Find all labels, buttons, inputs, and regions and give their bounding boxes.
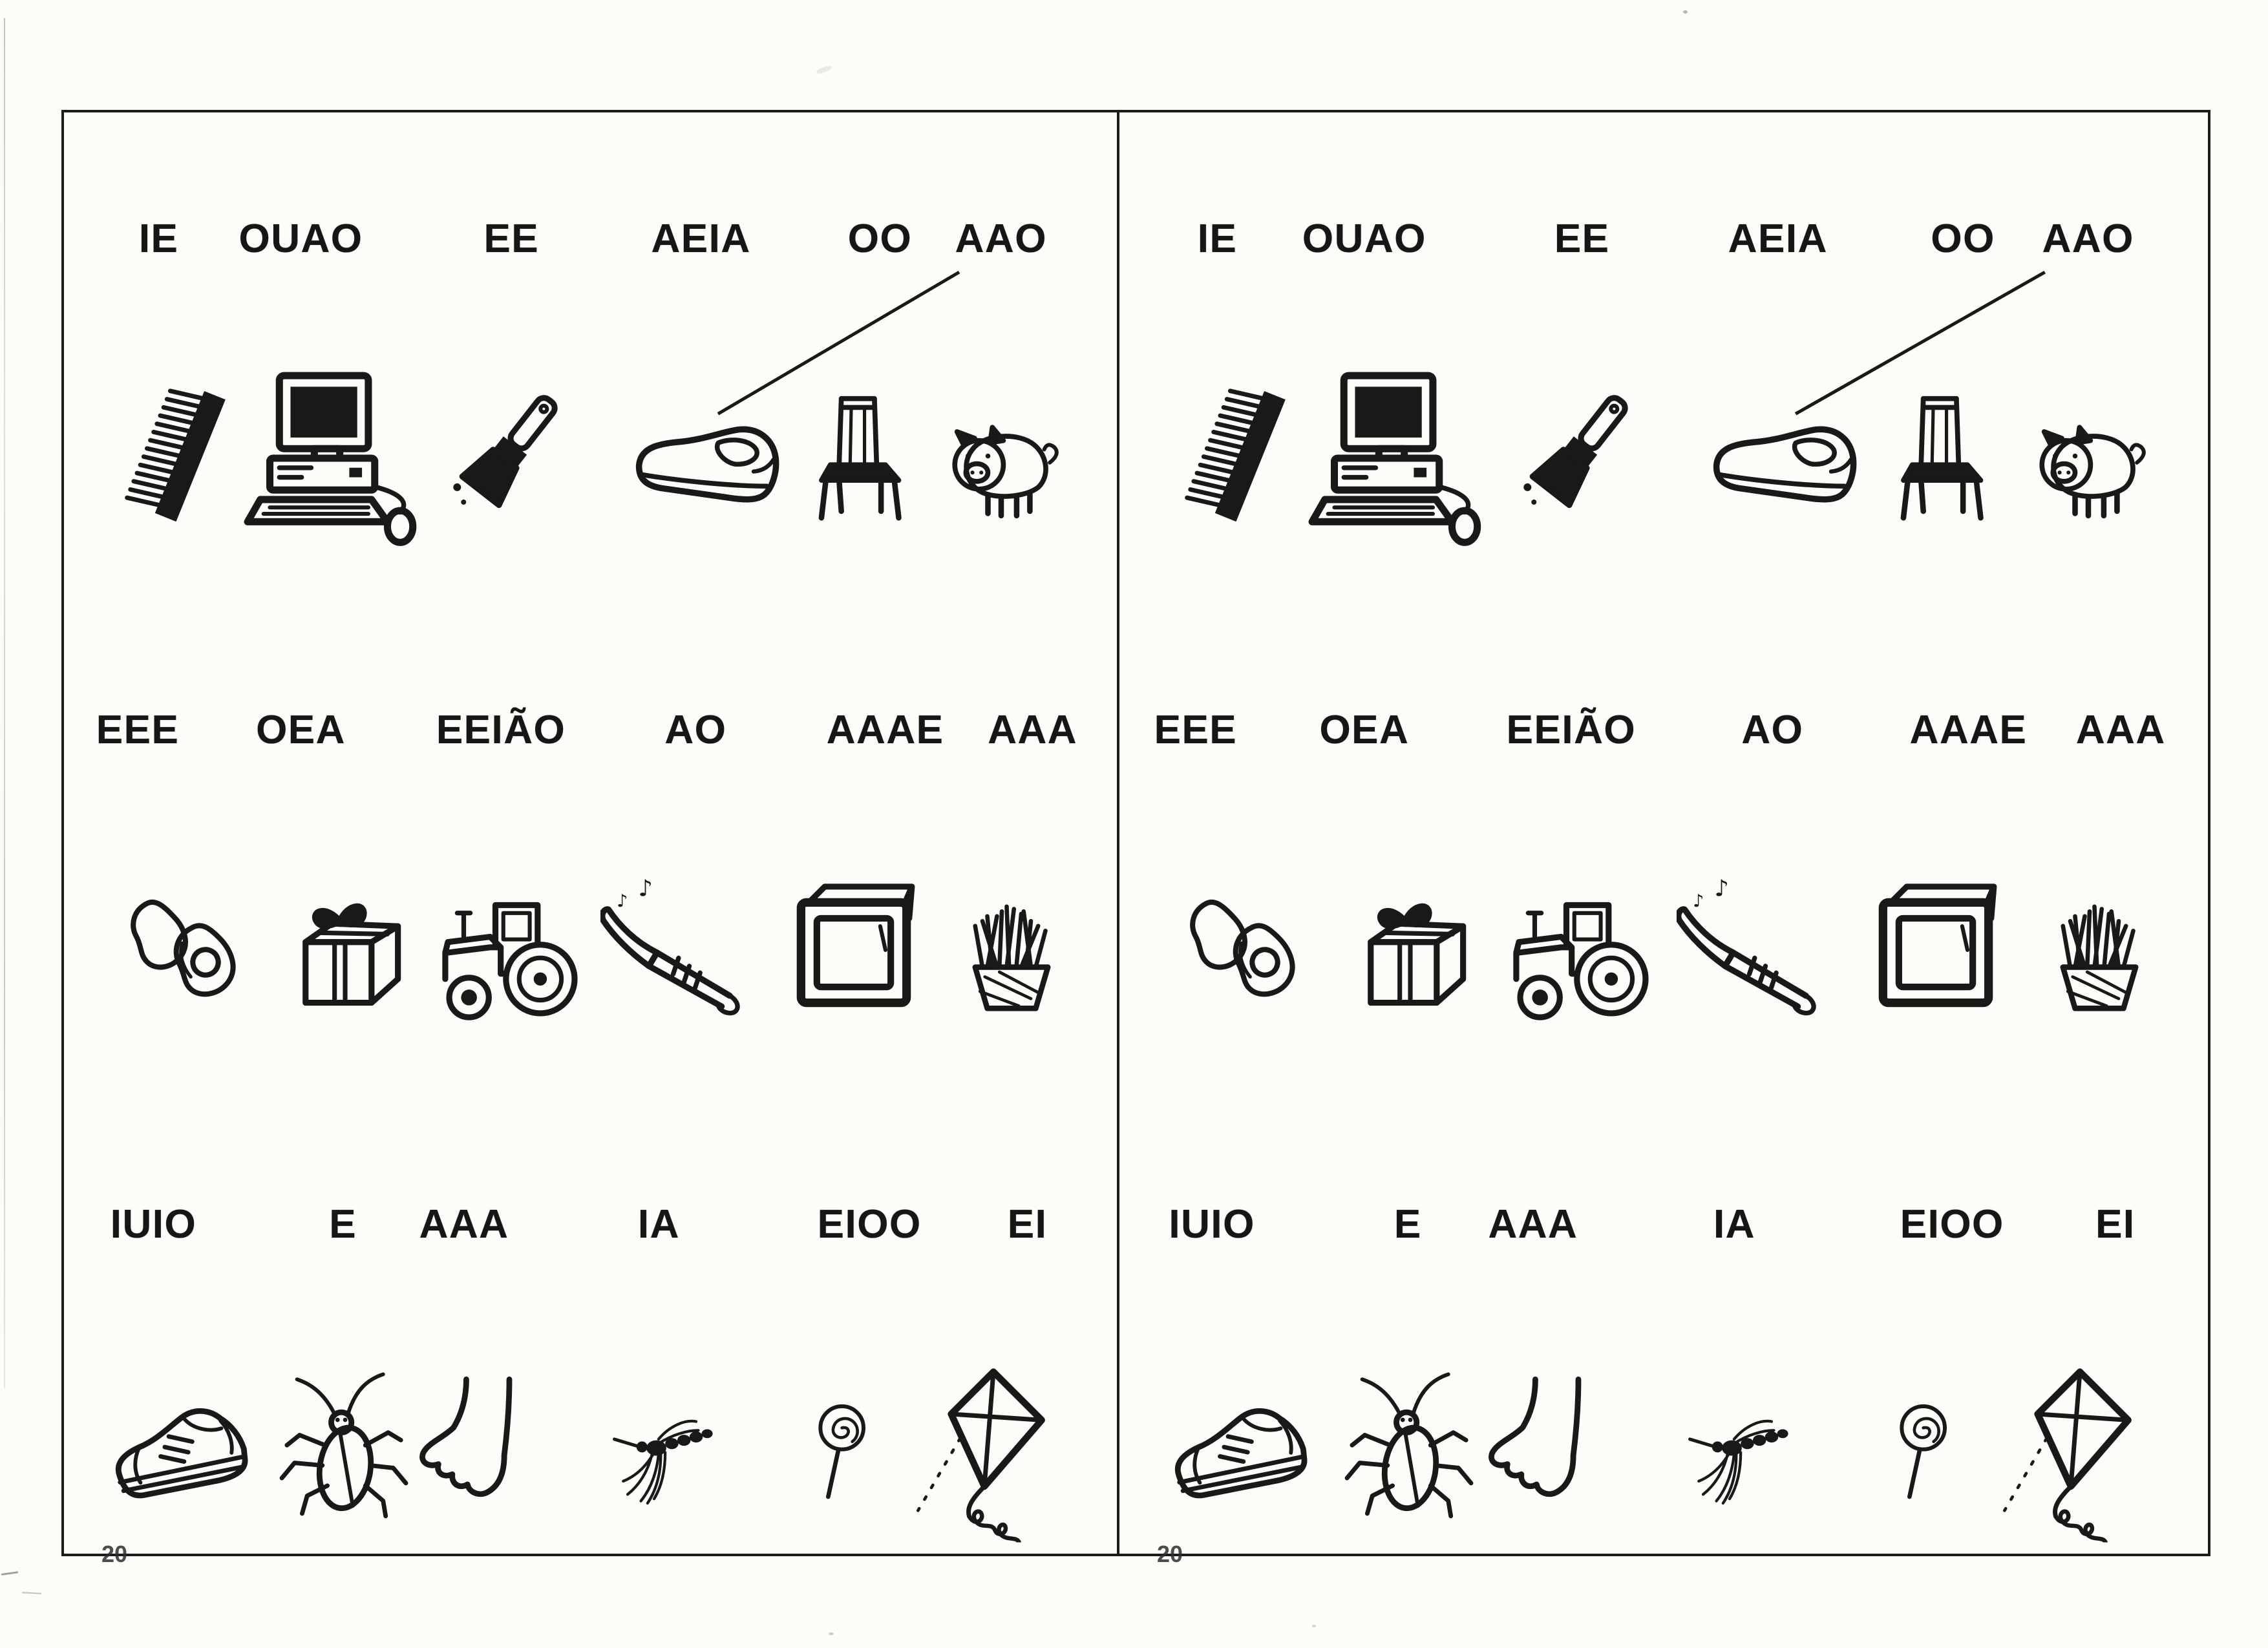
scan-speck xyxy=(829,1632,834,1635)
picture-french-fries xyxy=(2026,880,2172,1026)
vowel-label: EE xyxy=(483,217,540,261)
vowel-label: OO xyxy=(1931,217,1995,261)
vowel-label: IUIO xyxy=(110,1202,197,1247)
picture-shoe xyxy=(619,376,803,541)
picture-tractor xyxy=(1500,874,1664,1032)
picture-chair xyxy=(1875,360,2008,557)
picture-avocado xyxy=(101,883,266,1022)
picture-row xyxy=(1119,1327,2208,1573)
vowel-label: IE xyxy=(138,217,179,261)
picture-sneaker xyxy=(1154,1375,1331,1527)
vowel-label: EEE xyxy=(1154,708,1238,752)
picture-shoe xyxy=(1697,376,1881,541)
vowel-label: EEIÃO xyxy=(1506,708,1637,752)
picture-television xyxy=(1854,874,2019,1032)
picture-kite xyxy=(1980,1358,2161,1543)
vowel-label: E xyxy=(329,1202,357,1247)
vowel-label-row xyxy=(64,707,1117,752)
picture-row xyxy=(64,843,1117,1062)
vowel-label: IA xyxy=(1713,1202,1755,1247)
panel-left xyxy=(64,112,1117,1567)
vowel-label: OUAO xyxy=(238,217,363,261)
picture-avocado xyxy=(1160,883,1325,1022)
picture-television xyxy=(771,874,936,1032)
picture-cockroach xyxy=(269,1352,421,1549)
vowel-label: OO xyxy=(847,217,913,261)
vowel-label-row xyxy=(64,216,1117,261)
picture-french-fries xyxy=(939,880,1085,1026)
scan-speck xyxy=(1683,10,1688,14)
picture-row xyxy=(1119,339,2208,578)
vowel-label: AAO xyxy=(955,217,1047,261)
picture-mosquito xyxy=(1679,1381,1812,1520)
vowel-label: OEA xyxy=(1319,708,1410,752)
scan-speck xyxy=(815,65,832,75)
page-number: 20 xyxy=(1157,1541,1183,1567)
picture-row xyxy=(64,1327,1117,1573)
picture-row xyxy=(1119,843,2208,1062)
vowel-label: EE xyxy=(1554,217,1610,261)
picture-trumpet xyxy=(1677,872,1838,1033)
picture-tractor xyxy=(429,874,594,1032)
vowel-label: IE xyxy=(1197,217,1238,261)
panel-right xyxy=(1119,112,2208,1567)
picture-chair xyxy=(792,360,925,557)
vowel-label-row xyxy=(1119,707,2208,752)
picture-lollipop xyxy=(789,1353,892,1547)
vowel-label-row xyxy=(1119,1201,2208,1247)
vowel-label: EIOO xyxy=(817,1202,922,1247)
picture-computer xyxy=(1295,363,1489,554)
vowel-label: AEIA xyxy=(651,217,751,261)
scan-speck xyxy=(22,1592,41,1594)
picture-row xyxy=(64,339,1117,578)
vowel-label: E xyxy=(1394,1202,1422,1247)
picture-gift-box xyxy=(266,874,424,1032)
vowel-label: EEIÃO xyxy=(436,708,566,752)
picture-pig xyxy=(2019,392,2157,525)
vowel-label: AAAE xyxy=(826,708,944,752)
vowel-label: EEE xyxy=(96,708,180,752)
vowel-label: AAA xyxy=(419,1202,509,1247)
vowel-label: IUIO xyxy=(1169,1202,1255,1247)
vowel-label: AO xyxy=(664,708,727,752)
vowel-label: AAA xyxy=(1488,1202,1578,1247)
vowel-label: IA xyxy=(637,1202,680,1247)
picture-pig xyxy=(931,392,1070,525)
picture-cockroach xyxy=(1334,1352,1486,1549)
vowel-label: AAA xyxy=(988,708,1078,752)
vowel-label: AAO xyxy=(2042,217,2134,261)
worksheet-frame xyxy=(61,110,2210,1567)
vowel-label-row xyxy=(64,1201,1117,1247)
picture-sneaker xyxy=(94,1375,272,1527)
vowel-label: AAA xyxy=(2075,708,2166,752)
vowel-label: EIOO xyxy=(1900,1202,2004,1247)
vowel-label: EI xyxy=(1007,1202,1048,1247)
vowel-label: EI xyxy=(2095,1202,2136,1247)
scan-speck xyxy=(4,18,5,1388)
picture-lollipop xyxy=(1870,1353,1973,1547)
picture-foot xyxy=(403,1355,555,1546)
vowel-label: OUAO xyxy=(1302,217,1426,261)
picture-kite xyxy=(894,1358,1075,1543)
vowel-label-row xyxy=(1119,216,2208,261)
picture-gift-box xyxy=(1331,874,1489,1032)
vowel-label: AAAE xyxy=(1909,708,2028,752)
scan-speck xyxy=(1312,1625,1316,1627)
vowel-label: AEIA xyxy=(1728,217,1828,261)
picture-paintbrush xyxy=(429,376,584,541)
picture-trumpet xyxy=(600,872,762,1033)
picture-mosquito xyxy=(603,1381,736,1520)
vowel-label: AO xyxy=(1741,708,1804,752)
picture-foot xyxy=(1472,1355,1624,1546)
picture-paintbrush xyxy=(1499,376,1654,541)
picture-computer xyxy=(230,363,424,554)
page-number: 20 xyxy=(101,1541,128,1567)
scan-speck xyxy=(1,1571,18,1576)
vowel-label: OEA xyxy=(256,708,346,752)
